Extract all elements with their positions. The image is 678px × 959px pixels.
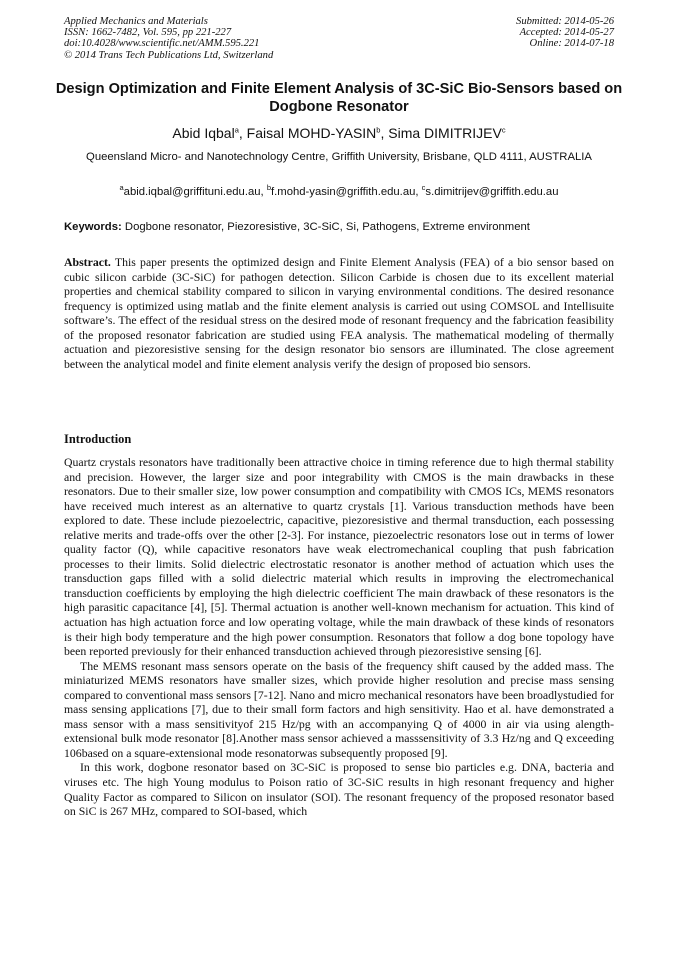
paper-title: Design Optimization and Finite Element Analysis of 3C-SiC Bio-Sensors based on Dogbone Resonator [55, 81, 623, 115]
journal-info [64, 16, 273, 61]
keywords-text: Dogbone resonator, Piezoresistive, 3C-SiC, Si, Pathogens, Extreme environment [124, 221, 530, 233]
email-sup: c [421, 183, 426, 193]
keywords [64, 220, 624, 234]
keywords-label: Keywords: [64, 221, 122, 233]
author-sup: c [501, 125, 506, 135]
author-name: Faisal MOHD-YASIN [246, 125, 377, 141]
paragraph: The MEMS resonant mass sensors operate on the basis of the frequency shift caused by the added mass. The miniaturized MEMS resonators have smaller sizes, which provide higher resolution and precise mass sensing compared to conventional mass sensors [7-12]. Nano and micro mechanical resonators have been broadlystudied for mass sensing applications [7], due to their small form factors and high sensitivity. Hao et al. have demonstrated a mass sensor with a mass sensitivityof 215 Hz/pg with an accompanying Q of 4000 in air via using alength-extensional bulk mode resonator [8].Another mass sensor achieved a masssensitivity of 3.3 Hz/ng and Q exceeding 106based on a square-extensional mode resonatorwas subsequently proposed [9]. [64, 658, 614, 760]
email-link[interactable]: f.mohd-yasin@griffith.edu.au [271, 186, 416, 198]
journal-copyright: © 2014 Trans Tech Publications Ltd, Switzerland [64, 49, 274, 61]
journal-issn: ISSN: 1662-7482, Vol. 595, pp 221-227 [64, 27, 232, 39]
journal-doi: doi:10.4028/www.scientific.net/AMM.595.221 [64, 38, 260, 50]
journal-name: Applied Mechanics and Materials [64, 16, 208, 27]
email-list: $^a$abid.iqbal@griffituni.edu.au, $^b$f.mohd-yasin@griffith.edu.au, $^c$s.dimitrijev@griffith.edu.au [119, 183, 559, 198]
email-sup: a [119, 183, 124, 193]
author-name: Sima DIMITRIJEV [388, 125, 502, 141]
author-sup: a [234, 125, 239, 135]
online-date: Online: 2014-07-18 [529, 38, 614, 50]
affiliation: Queensland Micro- and Nanotechnology Centre, Griffith University, Brisbane, QLD 4111, AUSTRALIA [86, 151, 592, 163]
paragraph: Quartz crystals resonators have traditionally been attractive choice in timing reference due to high thermal stability and precision. However, the larger size and poor integrability with CMOS is the main drawbacks in these resonators. Due to their smaller size, low power consumption and compatibility with CMOS ICs, MEMS resonators have received much interest as an alternative to quartz crystals [1]. Various transduction methods have been explored to date. These include piezoelectric, capacitive, piezoresistive and thermal transduction, each possessing relative merits and trade-offs over the other [2-3]. For instance, piezoelectric resonators lose out in terms of lower quality factor (Q), while capacitive resonators have weak electromechanical coupling that push fabrication processes to their limits. Solid dielectric electrostatic resonator is another method of actuation which uses the transduction gaps filled with a solid dielectric material which results in improving the electromechanical transduction coefficients by employing the high dielectric coefficient The main drawback of these resonators is the high parasitic capacitance [4], [5]. Thermal actuation is another well-known mechanism for actuation. This kind of actuation has high actuation force and low operating voltage, while the main drawback of these kinds of resonators is their high body temperature and the high power consumption. Resonators that follow a dog bone topology have been reported previously for their enhanced transduction achieved through piezoresistive sensing [6]. [64, 455, 614, 659]
submission-dates [516, 16, 614, 50]
section-heading-introduction: Introduction [64, 432, 132, 446]
email-link[interactable]: s.dimitrijev@griffith.edu.au [425, 186, 559, 198]
abstract-text: This paper presents the optimized design and Finite Element Analysis (FEA) of a bio sensor based on cubic silicon carbide (3C-SiC) for pathogen detection. Silicon Carbide is chosen due to its excellent material properties and chemical stability compared to silicon in varying environmental conditions. The desired resonance frequency is optimized using matlab and the finite element analysis is carried out using COMSOL and Intellisuite software’s. The effect of the residual stress on the desired mode of resonant frequency and the fabrication feasibility of the proposed resonator fabrication are studied using FEA analysis. The mathematical modeling of thermally actuation and piezoresistive sensing for the design resonator bio sensors are illuminated. The close agreement between the analytical model and finite element analysis verify the design of proposed bio sensors. [64, 255, 614, 371]
abstract [64, 255, 614, 371]
submitted-date: Submitted: 2014-05-26 [516, 16, 614, 27]
paragraph: In this work, dogbone resonator based on 3C-SiC is proposed to sense bio particles e.g. DNA, bacteria and viruses etc. The high Young modulus to Poison ratio of 3C-SiC results in high resonant frequency and higher Quality Factor as compared to Silicon on insulator (SOI). The resonant frequency of the proposed resonator based on SiC is 267 MHz, compared to SOI-based, which [64, 760, 614, 819]
email-sup: b [266, 183, 271, 193]
accepted-date: Accepted: 2014-05-27 [519, 27, 614, 39]
email-link[interactable]: abid.iqbal@griffituni.edu.au [123, 186, 261, 198]
author-sup: b [376, 125, 381, 135]
abstract-label: Abstract. [64, 255, 111, 269]
author-name: Abid Iqbal [172, 125, 235, 141]
introduction-body [64, 455, 614, 819]
author-list: Abid Iqbal$^a$, Faisal MOHD-YASIN$^b$, Sima DIMITRIJEV$^c$ [172, 125, 506, 141]
